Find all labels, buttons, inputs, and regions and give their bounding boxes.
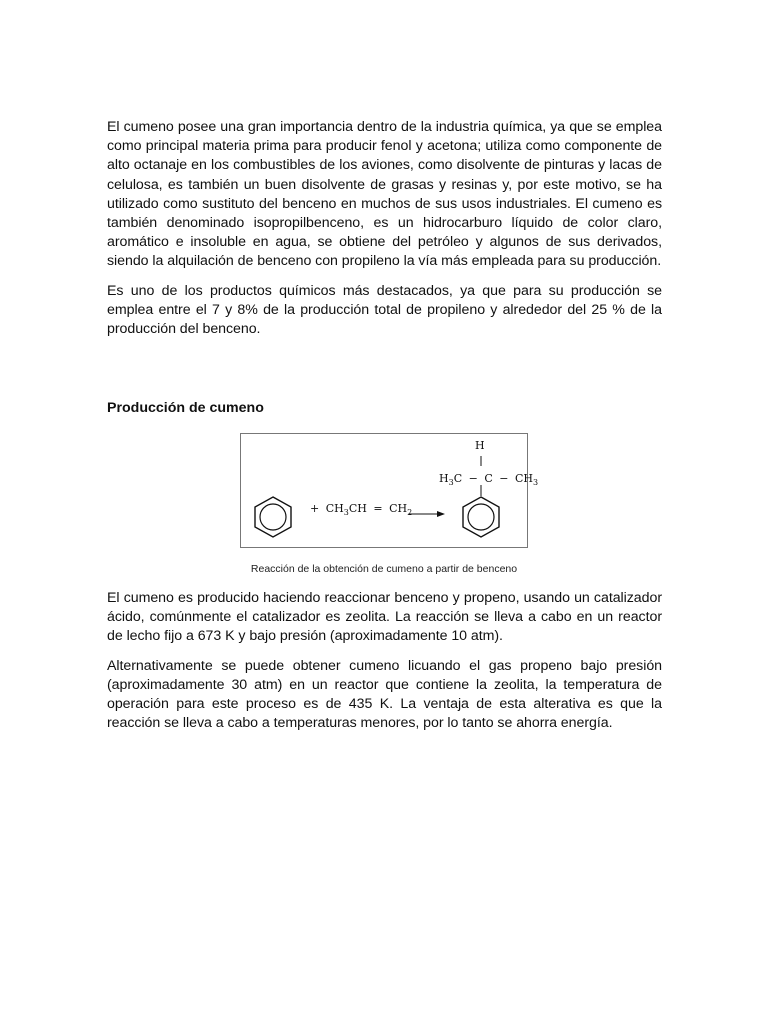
figure-caption: Reacción de la obtención de cumeno a partir de benceno bbox=[250, 563, 518, 575]
benzene-ring-reactant bbox=[255, 497, 291, 537]
alternative-paragraph: Alternativamente se puede obtener cumeno licuando el gas propeno bajo presión (aproximadamente 30 atm) en un reactor que contiene la zeolita, la temperatura de operación para este proceso es de 435 K. La ventaja de esta alterativa es que la reacción se lleva a cabo a temperaturas menores, por lo tanto se ahorra energía. bbox=[107, 657, 662, 732]
product-hydrogen: H bbox=[475, 439, 485, 452]
propylene-formula: + $CH_3CH$ = $CH_2$ bbox=[310, 502, 413, 517]
document-body bbox=[107, 118, 662, 339]
production-paragraph: El cumeno es producido haciendo reaccionar benceno y propeno, usando un catalizador ácido, comúnmente el catalizador es zeolita. La reacción se lleva a cabo en un reactor de lecho fijo a 673 K y bajo presión (aproximadamente 10 atm). bbox=[107, 590, 662, 645]
reaction-diagram bbox=[241, 434, 539, 547]
benzene-ring-product bbox=[463, 497, 499, 537]
reaction-figure bbox=[240, 433, 539, 548]
importance-paragraph: Es uno de los productos químicos más destacados, ya que para su producción se emplea entre el 7 y 8% de la producción total de propileno y alrededor del 25 % de la producción del benceno. bbox=[107, 282, 662, 338]
intro-paragraph: El cumeno posee una gran importancia dentro de la industria química, ya que se emplea como principal materia prima para producir fenol y acetona; utiliza como componente de alto octanaje en los combustibles de los aviones, como disolvente de pinturas y lacas de celulosa, es también un buen disolvente de grasas y resinas y, por este motivo, se ha utilizado como sustituto del benceno en muchos de sus usos industriales. El cumeno es también denominado isopropilbenceno, es un hidrocarburo líquido de color claro, aromático e insoluble en agua, se obtiene del petróleo y algunos de sus derivados, siendo la alquilación de benceno con propileno la vía más empleada para su producción. bbox=[107, 119, 662, 270]
document-body-lower bbox=[107, 589, 662, 733]
product-chain: $H_3C$ − C − $CH_3$ bbox=[439, 472, 539, 487]
section-heading: Producción de cumeno bbox=[107, 400, 264, 416]
reaction-arrow bbox=[409, 511, 445, 517]
